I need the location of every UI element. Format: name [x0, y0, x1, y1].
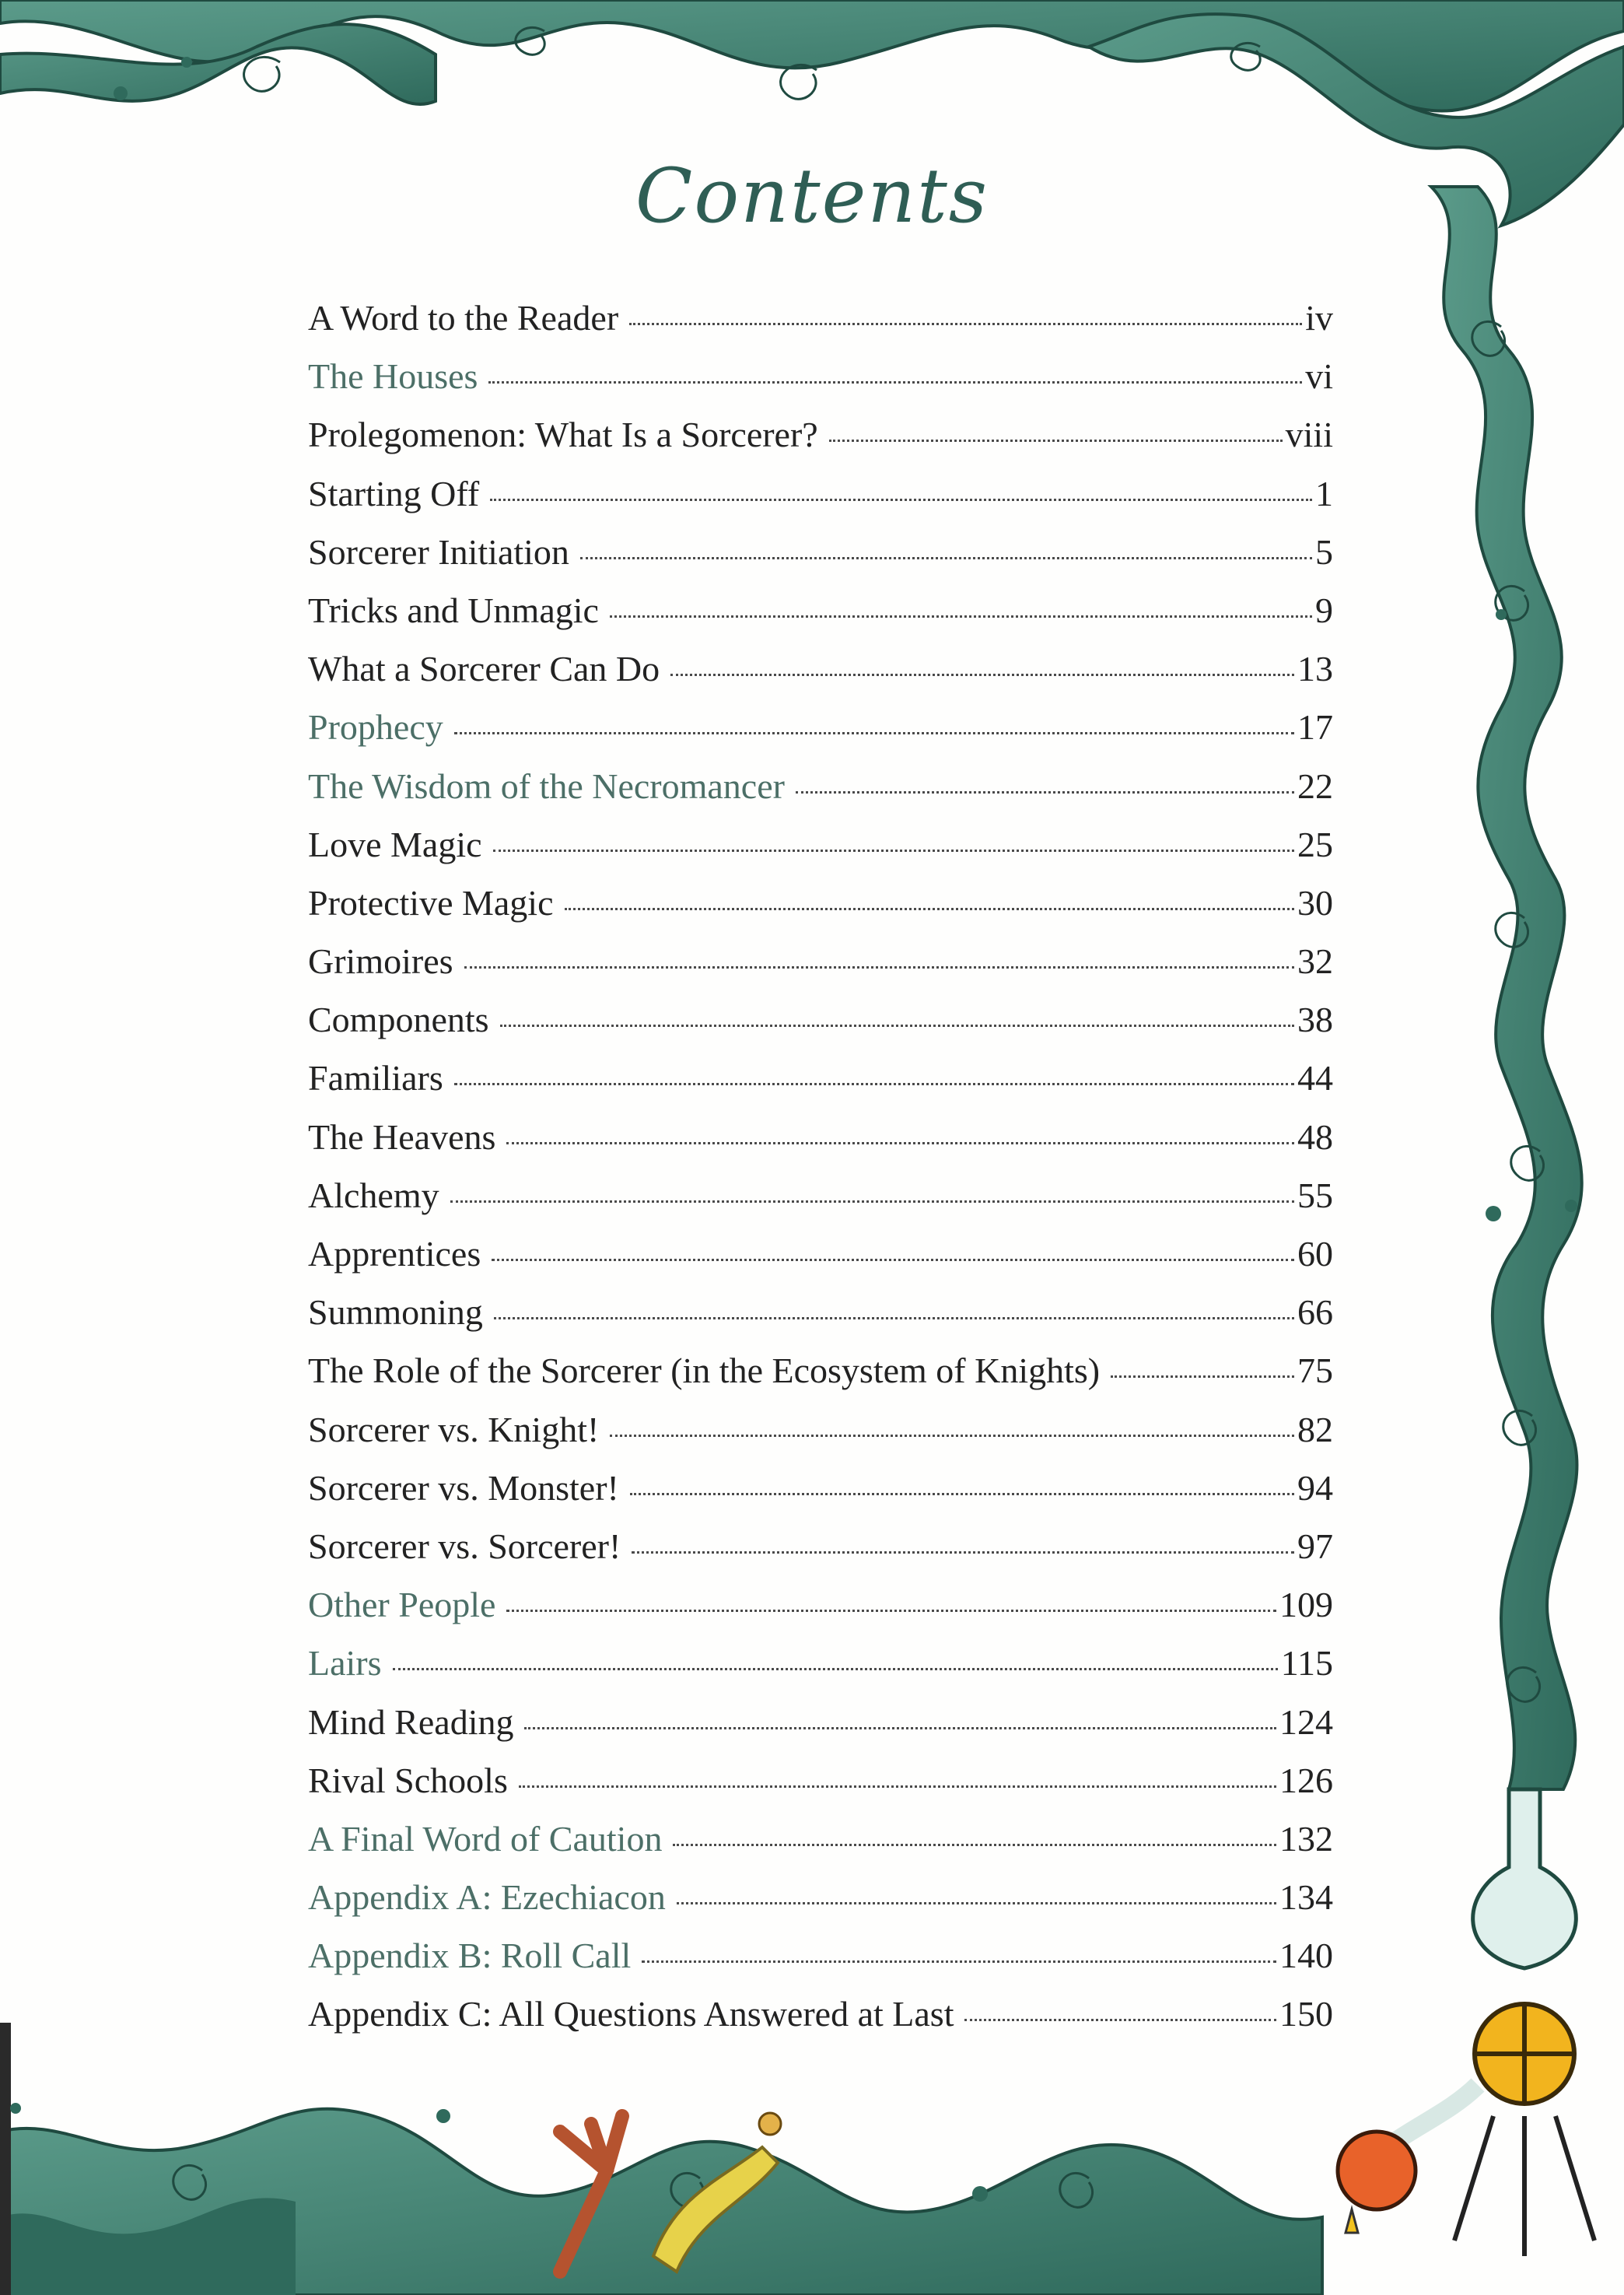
toc-entry[interactable] [308, 999, 1333, 1057]
toc-entry[interactable] [308, 1175, 1333, 1233]
toc-entry-page-number: 25 [1297, 824, 1333, 864]
toc-entry-title: Lairs [308, 1643, 382, 1684]
toc-entry-page-number: iv [1305, 298, 1333, 338]
toc-entry-page-number: 48 [1297, 1116, 1333, 1157]
toc-entry[interactable] [308, 1818, 1333, 1876]
toc-entry-page-number: 60 [1297, 1234, 1333, 1274]
dot-leader [796, 791, 1294, 794]
toc-entry[interactable] [308, 1935, 1333, 1993]
dot-leader [506, 1142, 1294, 1144]
toc-entry[interactable] [308, 473, 1333, 531]
toc-entry-page-number: 132 [1279, 1818, 1333, 1859]
toc-entry[interactable] [308, 414, 1333, 472]
toc-entry[interactable] [308, 1993, 1333, 2051]
dot-leader [506, 1610, 1276, 1612]
dot-leader [500, 1025, 1294, 1027]
toc-entry-page-number: 94 [1297, 1467, 1333, 1508]
toc-entry[interactable] [308, 882, 1333, 941]
toc-entry-title: Familiars [308, 1058, 443, 1098]
toc-entry-page-number: 82 [1297, 1409, 1333, 1449]
toc-entry-page-number: 30 [1297, 882, 1333, 923]
dot-leader [519, 1785, 1276, 1788]
toc-entry-title: Appendix C: All Questions Answered at Last [308, 1994, 954, 2034]
toc-entry[interactable] [308, 1350, 1333, 1408]
dot-leader [490, 499, 1312, 501]
toc-entry-page-number: 75 [1297, 1351, 1333, 1391]
toc-entry-title: The Wisdom of the Necromancer [308, 766, 785, 806]
toc-entry-page-number: 5 [1315, 531, 1333, 572]
dot-leader [630, 1493, 1294, 1495]
dot-leader [565, 908, 1294, 910]
toc-entry-title: Summoning [308, 1292, 483, 1333]
dot-leader [632, 1551, 1294, 1554]
right-smoke-band [1431, 187, 1582, 1789]
toc-entry[interactable] [308, 1116, 1333, 1175]
toc-entry-title: Sorcerer Initiation [308, 531, 569, 572]
dot-leader [670, 674, 1294, 676]
toc-entry-page-number: 17 [1297, 707, 1333, 748]
toc-entry-page-number: 115 [1280, 1643, 1333, 1684]
toc-entry-title: Components [308, 1000, 489, 1040]
toc-entry[interactable] [308, 531, 1333, 590]
toc-entry-title: Apprentices [308, 1234, 481, 1274]
toc-entry-title: Tricks and Unmagic [308, 590, 599, 630]
toc-entry-page-number: 109 [1279, 1585, 1333, 1625]
toc-entry-title: Appendix A: Ezechiacon [308, 1877, 666, 1918]
toc-entry[interactable] [308, 1526, 1333, 1584]
dot-leader [677, 1902, 1276, 1904]
toc-entry-page-number: 126 [1279, 1760, 1333, 1800]
toc-entry-title: Prophecy [308, 707, 443, 748]
toc-entry-title: Sorcerer vs. Monster! [308, 1467, 619, 1508]
toc-entry-title: Appendix B: Roll Call [308, 1936, 632, 1976]
dot-leader [610, 1435, 1294, 1437]
toc-entry-title: Love Magic [308, 824, 482, 864]
toc-entry-title: Sorcerer vs. Knight! [308, 1409, 600, 1449]
dot-leader [454, 1083, 1294, 1085]
toc-entry[interactable] [308, 1760, 1333, 1818]
toc-entry[interactable] [308, 1701, 1333, 1760]
dot-leader [393, 1668, 1278, 1670]
toc-entry-page-number: 55 [1297, 1175, 1333, 1215]
toc-entry[interactable] [308, 941, 1333, 999]
dot-leader [610, 615, 1312, 618]
toc-entry-title: Sorcerer vs. Sorcerer! [308, 1526, 621, 1566]
toc-entry-page-number: 9 [1315, 590, 1333, 630]
toc-entry-page-number: 97 [1297, 1526, 1333, 1566]
alchemy-flask-illustration [1338, 1789, 1594, 2256]
table-of-contents [308, 297, 1333, 2052]
dot-leader [493, 850, 1294, 852]
toc-entry-page-number: 134 [1279, 1877, 1333, 1918]
dot-leader [488, 381, 1302, 384]
dot-leader [580, 557, 1312, 559]
toc-entry-title: What a Sorcerer Can Do [308, 649, 660, 689]
dot-leader [964, 2019, 1276, 2021]
dot-leader [1111, 1375, 1294, 1378]
toc-entry-title: A Word to the Reader [308, 298, 619, 338]
toc-entry[interactable] [308, 590, 1333, 648]
toc-entry[interactable] [308, 766, 1333, 824]
toc-entry-title: Mind Reading [308, 1701, 514, 1742]
dot-leader [492, 1259, 1294, 1261]
toc-entry[interactable] [308, 1642, 1333, 1701]
dot-leader [464, 966, 1294, 969]
toc-entry-title: Grimoires [308, 941, 453, 982]
toc-entry[interactable] [308, 1584, 1333, 1642]
toc-entry[interactable] [308, 1233, 1333, 1291]
dot-leader [673, 1844, 1276, 1846]
toc-entry[interactable] [308, 1467, 1333, 1526]
toc-entry[interactable] [308, 1057, 1333, 1116]
toc-entry-page-number: 13 [1297, 649, 1333, 689]
toc-entry-page-number: viii [1285, 415, 1333, 455]
dot-leader [454, 732, 1294, 734]
toc-entry[interactable] [308, 1409, 1333, 1467]
toc-entry[interactable] [308, 1876, 1333, 1935]
toc-entry[interactable] [308, 297, 1333, 356]
toc-entry-page-number: vi [1305, 356, 1333, 397]
toc-entry-page-number: 124 [1279, 1701, 1333, 1742]
dot-leader [829, 440, 1283, 442]
toc-entry-title: Starting Off [308, 473, 480, 513]
toc-entry-title: The Role of the Sorcerer (in the Ecosystem of Knights) [308, 1351, 1101, 1391]
dot-leader [629, 323, 1302, 325]
toc-entry-title: A Final Word of Caution [308, 1818, 663, 1859]
toc-entry-page-number: 38 [1297, 1000, 1333, 1040]
toc-entry-title: Other People [308, 1585, 496, 1625]
toc-entry[interactable] [308, 706, 1333, 765]
dot-leader [642, 1960, 1276, 1963]
toc-entry-page-number: 66 [1297, 1292, 1333, 1333]
toc-entry[interactable] [308, 1291, 1333, 1350]
toc-entry-page-number: 44 [1297, 1058, 1333, 1098]
toc-entry-page-number: 140 [1279, 1936, 1333, 1976]
toc-entry-title: Protective Magic [308, 882, 554, 923]
toc-entry-page-number: 22 [1297, 766, 1333, 806]
toc-entry-title: Prolegomenon: What Is a Sorcerer? [308, 415, 818, 455]
toc-entry[interactable] [308, 648, 1333, 706]
toc-entry-page-number: 32 [1297, 941, 1333, 982]
dot-leader [524, 1727, 1276, 1729]
toc-entry-page-number: 1 [1315, 473, 1333, 513]
toc-entry-title: The Houses [308, 356, 478, 397]
toc-entry-title: Alchemy [308, 1175, 439, 1215]
toc-entry-page-number: 150 [1279, 1994, 1333, 2034]
dot-leader [450, 1200, 1294, 1203]
toc-entry-title: Rival Schools [308, 1760, 508, 1800]
page-title: Contents [635, 152, 989, 240]
toc-entry[interactable] [308, 824, 1333, 882]
toc-entry[interactable] [308, 356, 1333, 414]
toc-entry-title: The Heavens [308, 1116, 496, 1157]
dot-leader [494, 1317, 1294, 1319]
